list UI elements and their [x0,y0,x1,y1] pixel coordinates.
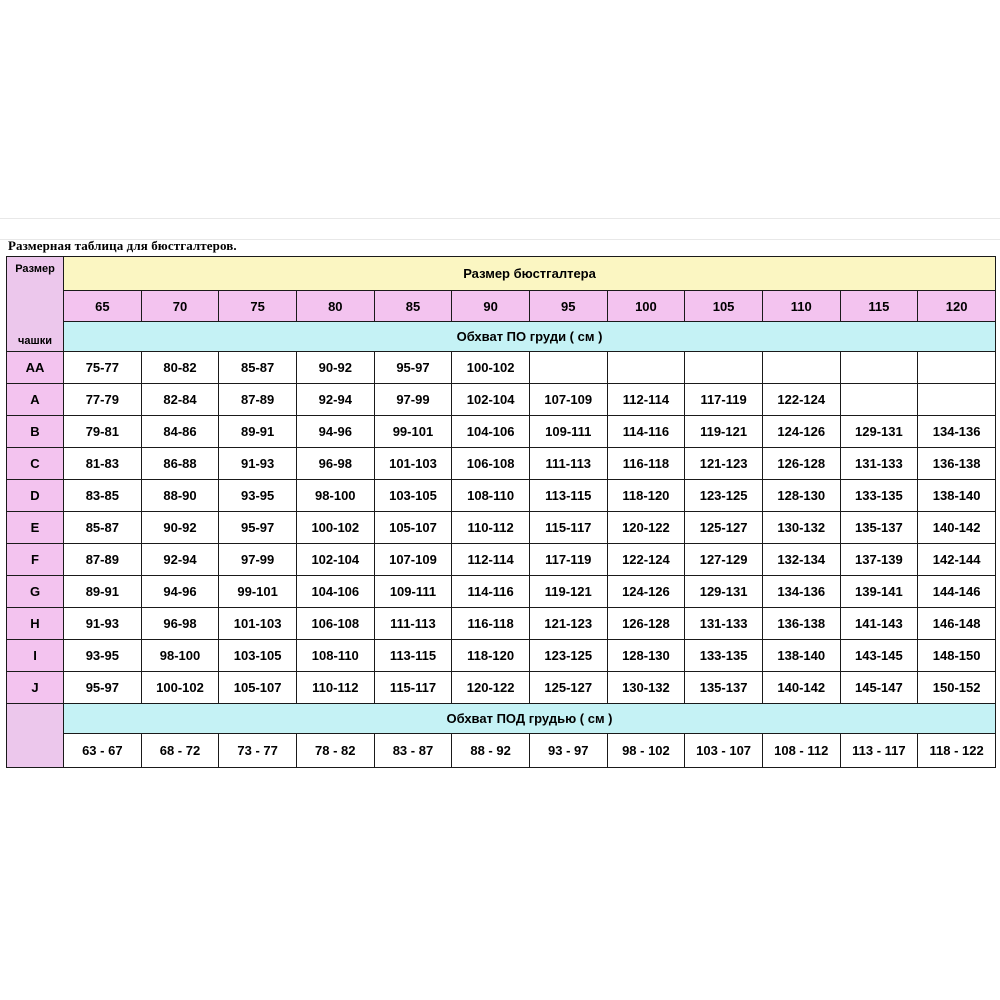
over-bust-value-cell [840,352,918,384]
over-bust-value-cell: 94-96 [141,576,219,608]
over-bust-value-cell: 75-77 [64,352,142,384]
over-bust-value-cell: 125-127 [529,672,607,704]
over-bust-value-cell: 89-91 [64,576,142,608]
over-bust-value-cell: 105-107 [374,512,452,544]
under-bust-value-cell: 93 - 97 [529,734,607,768]
over-bust-value-cell: 129-131 [840,416,918,448]
over-bust-value-cell: 118-120 [607,480,685,512]
over-bust-value-cell: 122-124 [762,384,840,416]
over-bust-value-cell: 123-125 [529,640,607,672]
over-bust-value-cell: 108-110 [296,640,374,672]
over-bust-value-cell: 121-123 [529,608,607,640]
over-bust-value-cell [840,384,918,416]
over-bust-value-cell: 105-107 [219,672,297,704]
over-bust-value-cell: 110-112 [296,672,374,704]
over-bust-value-cell: 87-89 [219,384,297,416]
header-row [7,257,996,291]
over-bust-value-cell: 130-132 [607,672,685,704]
over-bust-value-cell: 140-142 [762,672,840,704]
over-bust-value-cell: 101-103 [219,608,297,640]
under-bust-value-cell: 113 - 117 [840,734,918,768]
over-bust-value-cell [685,352,763,384]
under-bust-value-cell: 68 - 72 [141,734,219,768]
over-bust-value-cell: 95-97 [374,352,452,384]
cup-size-cell: AA [7,352,64,384]
table-row [7,576,996,608]
band-size-cell: 115 [840,291,918,322]
under-bust-value-cell: 88 - 92 [452,734,530,768]
over-bust-value-cell: 84-86 [141,416,219,448]
under-bust-label: Обхват ПОД грудью ( см ) [64,704,996,734]
over-bust-value-cell: 127-129 [685,544,763,576]
over-bust-value-cell: 123-125 [685,480,763,512]
over-bust-value-cell: 116-118 [607,448,685,480]
over-bust-value-cell: 85-87 [219,352,297,384]
over-bust-value-cell: 131-133 [685,608,763,640]
band-size-cell: 75 [219,291,297,322]
over-bust-value-cell: 106-108 [296,608,374,640]
page-title: Размерная таблица для бюстгалтеров. [8,238,237,253]
under-bust-value-cell: 103 - 107 [685,734,763,768]
over-bust-value-cell: 93-95 [219,480,297,512]
cup-size-cell: J [7,672,64,704]
over-bust-value-cell: 133-135 [840,480,918,512]
over-bust-value-cell: 98-100 [296,480,374,512]
band-size-row [7,291,996,322]
over-bust-value-cell: 138-140 [918,480,996,512]
under-bust-value-cell: 98 - 102 [607,734,685,768]
over-bust-value-cell: 143-145 [840,640,918,672]
over-bust-value-cell: 138-140 [762,640,840,672]
under-bust-value-cell: 73 - 77 [219,734,297,768]
under-bust-value-cell: 63 - 67 [64,734,142,768]
over-bust-value-cell: 90-92 [296,352,374,384]
over-bust-value-cell: 93-95 [64,640,142,672]
over-bust-value-cell: 100-102 [452,352,530,384]
over-bust-value-cell: 128-130 [607,640,685,672]
table-row [7,608,996,640]
over-bust-value-cell: 89-91 [219,416,297,448]
over-bust-value-cell: 109-111 [529,416,607,448]
over-bust-value-cell: 86-88 [141,448,219,480]
over-bust-value-cell: 107-109 [374,544,452,576]
over-bust-value-cell: 130-132 [762,512,840,544]
over-bust-value-cell: 95-97 [219,512,297,544]
table-row [7,672,996,704]
table-row [7,544,996,576]
over-bust-value-cell: 128-130 [762,480,840,512]
over-bust-value-cell: 136-138 [762,608,840,640]
over-bust-value-cell: 113-115 [529,480,607,512]
over-bust-value-cell: 82-84 [141,384,219,416]
over-bust-value-cell: 91-93 [64,608,142,640]
over-bust-value-cell: 140-142 [918,512,996,544]
band-size-cell: 65 [64,291,142,322]
over-bust-value-cell: 131-133 [840,448,918,480]
over-bust-value-cell: 120-122 [452,672,530,704]
over-bust-value-cell: 142-144 [918,544,996,576]
corner-cup-label: чашки [18,335,52,347]
over-bust-value-cell: 81-83 [64,448,142,480]
cup-size-cell: D [7,480,64,512]
over-bust-value-cell: 141-143 [840,608,918,640]
over-bust-value-cell: 92-94 [296,384,374,416]
over-bust-value-cell: 122-124 [607,544,685,576]
over-bust-value-cell: 110-112 [452,512,530,544]
under-bust-value-cell: 78 - 82 [296,734,374,768]
over-bust-value-cell: 119-121 [685,416,763,448]
over-bust-value-cell: 99-101 [374,416,452,448]
over-bust-value-cell: 117-119 [685,384,763,416]
over-bust-value-cell: 118-120 [452,640,530,672]
over-bust-value-cell: 95-97 [64,672,142,704]
over-bust-value-cell: 115-117 [529,512,607,544]
cup-size-cell: H [7,608,64,640]
over-bust-value-cell: 117-119 [529,544,607,576]
under-bust-left-cell [7,704,64,768]
over-bust-value-cell: 136-138 [918,448,996,480]
table-row [7,480,996,512]
over-bust-value-cell: 88-90 [141,480,219,512]
over-bust-value-cell: 92-94 [141,544,219,576]
over-bust-label-row [7,322,996,352]
under-bust-value-cell: 108 - 112 [762,734,840,768]
cup-size-cell: I [7,640,64,672]
over-bust-value-cell: 103-105 [219,640,297,672]
over-bust-value-cell: 104-106 [452,416,530,448]
table-row [7,512,996,544]
over-bust-value-cell: 135-137 [685,672,763,704]
over-bust-value-cell: 120-122 [607,512,685,544]
over-bust-value-cell: 85-87 [64,512,142,544]
over-bust-value-cell: 133-135 [685,640,763,672]
over-bust-value-cell: 103-105 [374,480,452,512]
band-size-cell: 120 [918,291,996,322]
over-bust-label: Обхват ПО груди ( см ) [64,322,996,352]
table-row [7,384,996,416]
over-bust-value-cell: 79-81 [64,416,142,448]
over-bust-value-cell [762,352,840,384]
over-bust-value-cell: 125-127 [685,512,763,544]
over-bust-value-cell: 129-131 [685,576,763,608]
spreadsheet-gridline [0,218,1000,240]
over-bust-value-cell: 83-85 [64,480,142,512]
cup-size-cell: B [7,416,64,448]
over-bust-value-cell: 121-123 [685,448,763,480]
over-bust-value-cell: 80-82 [141,352,219,384]
over-bust-value-cell: 101-103 [374,448,452,480]
over-bust-value-cell: 98-100 [141,640,219,672]
over-bust-value-cell: 144-146 [918,576,996,608]
over-bust-value-cell: 96-98 [296,448,374,480]
band-size-cell: 105 [685,291,763,322]
over-bust-value-cell: 124-126 [762,416,840,448]
over-bust-value-cell [529,352,607,384]
band-size-cell: 110 [762,291,840,322]
cup-size-cell: G [7,576,64,608]
under-bust-value-cell: 83 - 87 [374,734,452,768]
band-size-cell: 80 [296,291,374,322]
over-bust-value-cell: 137-139 [840,544,918,576]
over-bust-value-cell: 134-136 [918,416,996,448]
over-bust-value-cell: 116-118 [452,608,530,640]
over-bust-value-cell: 114-116 [452,576,530,608]
under-bust-value-cell: 118 - 122 [918,734,996,768]
over-bust-value-cell: 100-102 [141,672,219,704]
over-bust-value-cell: 113-115 [374,640,452,672]
over-bust-value-cell: 119-121 [529,576,607,608]
over-bust-value-cell: 135-137 [840,512,918,544]
band-size-cell: 90 [452,291,530,322]
band-size-cell: 100 [607,291,685,322]
over-bust-value-cell: 102-104 [452,384,530,416]
over-bust-value-cell: 99-101 [219,576,297,608]
over-bust-value-cell: 100-102 [296,512,374,544]
over-bust-value-cell: 77-79 [64,384,142,416]
over-bust-value-cell [918,384,996,416]
over-bust-value-cell: 111-113 [374,608,452,640]
over-bust-value-cell: 90-92 [141,512,219,544]
over-bust-value-cell: 97-99 [219,544,297,576]
over-bust-value-cell: 94-96 [296,416,374,448]
table-row [7,448,996,480]
over-bust-value-cell: 112-114 [607,384,685,416]
band-size-cell: 85 [374,291,452,322]
cup-size-cell: E [7,512,64,544]
over-bust-value-cell: 104-106 [296,576,374,608]
over-bust-value-cell: 109-111 [374,576,452,608]
over-bust-value-cell: 102-104 [296,544,374,576]
over-bust-value-cell: 108-110 [452,480,530,512]
corner-cell [7,257,64,352]
over-bust-value-cell: 132-134 [762,544,840,576]
table-row [7,352,996,384]
over-bust-value-cell: 96-98 [141,608,219,640]
over-bust-value-cell: 126-128 [762,448,840,480]
over-bust-value-cell: 150-152 [918,672,996,704]
bra-size-header: Размер бюстгалтера [64,257,996,291]
over-bust-value-cell: 126-128 [607,608,685,640]
cup-size-cell: F [7,544,64,576]
cup-size-cell: A [7,384,64,416]
corner-size-label: Размер [15,263,55,275]
over-bust-value-cell: 115-117 [374,672,452,704]
over-bust-value-cell: 134-136 [762,576,840,608]
cup-size-cell: C [7,448,64,480]
over-bust-value-cell: 112-114 [452,544,530,576]
over-bust-value-cell: 148-150 [918,640,996,672]
over-bust-value-cell: 111-113 [529,448,607,480]
band-size-cell: 95 [529,291,607,322]
over-bust-value-cell: 146-148 [918,608,996,640]
over-bust-value-cell: 114-116 [607,416,685,448]
over-bust-value-cell: 139-141 [840,576,918,608]
under-bust-label-row [7,704,996,734]
over-bust-value-cell: 124-126 [607,576,685,608]
over-bust-value-cell: 107-109 [529,384,607,416]
table-row [7,416,996,448]
under-bust-row [7,734,996,768]
over-bust-value-cell: 87-89 [64,544,142,576]
over-bust-value-cell [918,352,996,384]
over-bust-value-cell [607,352,685,384]
over-bust-value-cell: 106-108 [452,448,530,480]
band-size-cell: 70 [141,291,219,322]
table-row [7,640,996,672]
over-bust-value-cell: 145-147 [840,672,918,704]
bra-size-table [6,256,996,768]
over-bust-value-cell: 97-99 [374,384,452,416]
over-bust-value-cell: 91-93 [219,448,297,480]
